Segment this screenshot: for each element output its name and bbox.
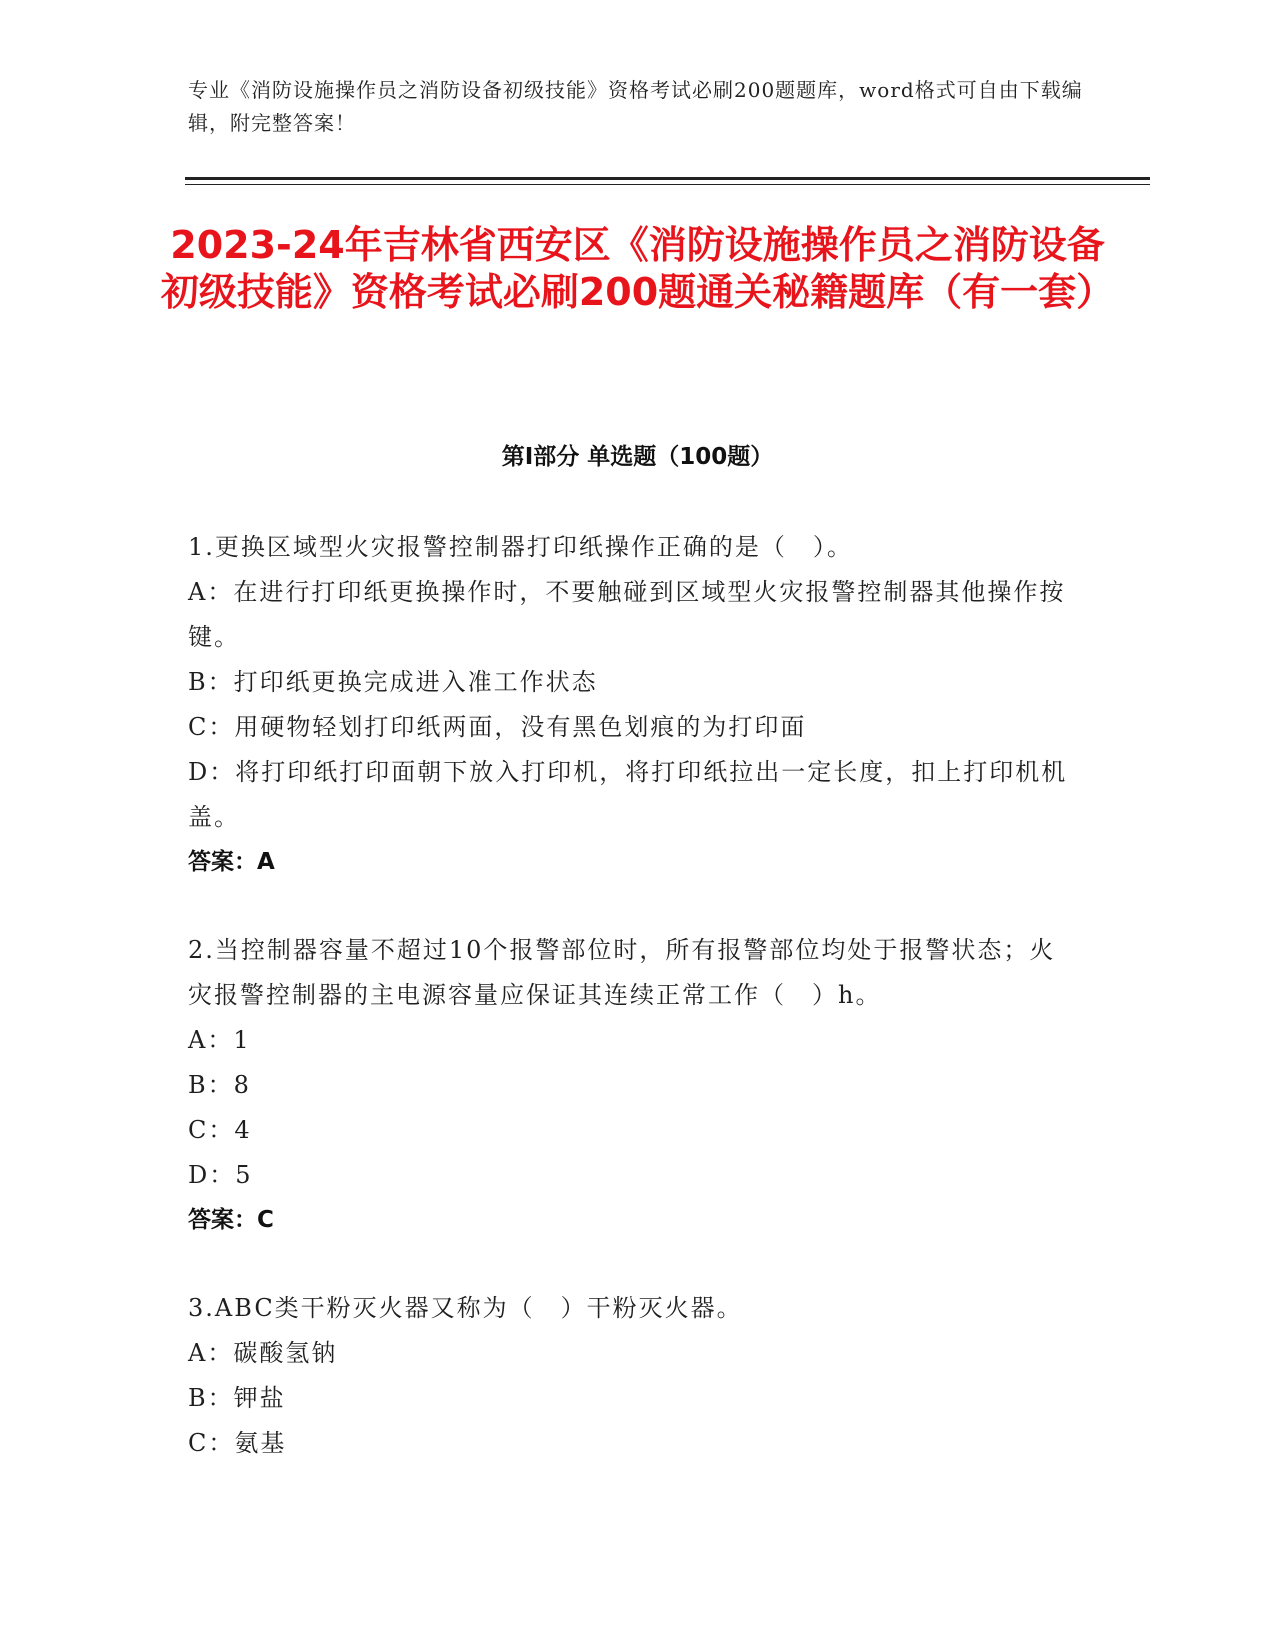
option-c: C：氨基: [188, 1429, 287, 1457]
option-c: C：用硬物轻划打印纸两面，没有黑色划痕的为打印面: [188, 713, 807, 741]
option-d: D：5: [188, 1161, 253, 1189]
question-stem: 3.ABC类干粉灭火器又称为（ ）干粉灭火器。: [188, 1294, 743, 1322]
question-1: [188, 525, 1068, 885]
answer-line: 答案：C: [188, 1207, 274, 1233]
question-stem: 1.更换区域型火灾报警控制器打印纸操作正确的是（ ）。: [188, 533, 853, 561]
option-a: A：在进行打印纸更换操作时，不要触碰到区域型火灾报警控制器其他操作按键。: [188, 578, 1066, 651]
header-divider: [185, 177, 1150, 180]
question-stem: 2.当控制器容量不超过10个报警部位时，所有报警部位均处于报警状态；火灾报警控制器的主电源容量应保证其连续正常工作（ ）h。: [188, 936, 1056, 1009]
document-title: 2023-24年吉林省西安区《消防设施操作员之消防设备初级技能》资格考试必刷200题通关秘籍题库（有一套）: [160, 223, 1115, 314]
section-heading: 第Ⅰ部分 单选题（100题）: [501, 444, 774, 470]
option-c: C：4: [188, 1116, 252, 1144]
option-a: A：碳酸氢钠: [188, 1339, 338, 1367]
option-a: A：1: [188, 1026, 251, 1054]
question-3: [188, 1286, 1068, 1466]
question-2: [188, 928, 1068, 1243]
question-list: [188, 525, 1068, 1509]
option-b: B：钾盐: [188, 1384, 286, 1412]
header-divider-thin: [185, 184, 1150, 185]
header-note: 专业《消防设施操作员之消防设备初级技能》资格考试必刷200题题库，word格式可自由下载编辑，附完整答案！: [188, 78, 1083, 135]
option-d: D：将打印纸打印面朝下放入打印机，将打印纸拉出一定长度，扣上打印机机盖。: [188, 758, 1068, 831]
answer-line: 答案：A: [188, 849, 275, 875]
option-b: B：8: [188, 1071, 251, 1099]
option-b: B：打印纸更换完成进入准工作状态: [188, 668, 598, 696]
